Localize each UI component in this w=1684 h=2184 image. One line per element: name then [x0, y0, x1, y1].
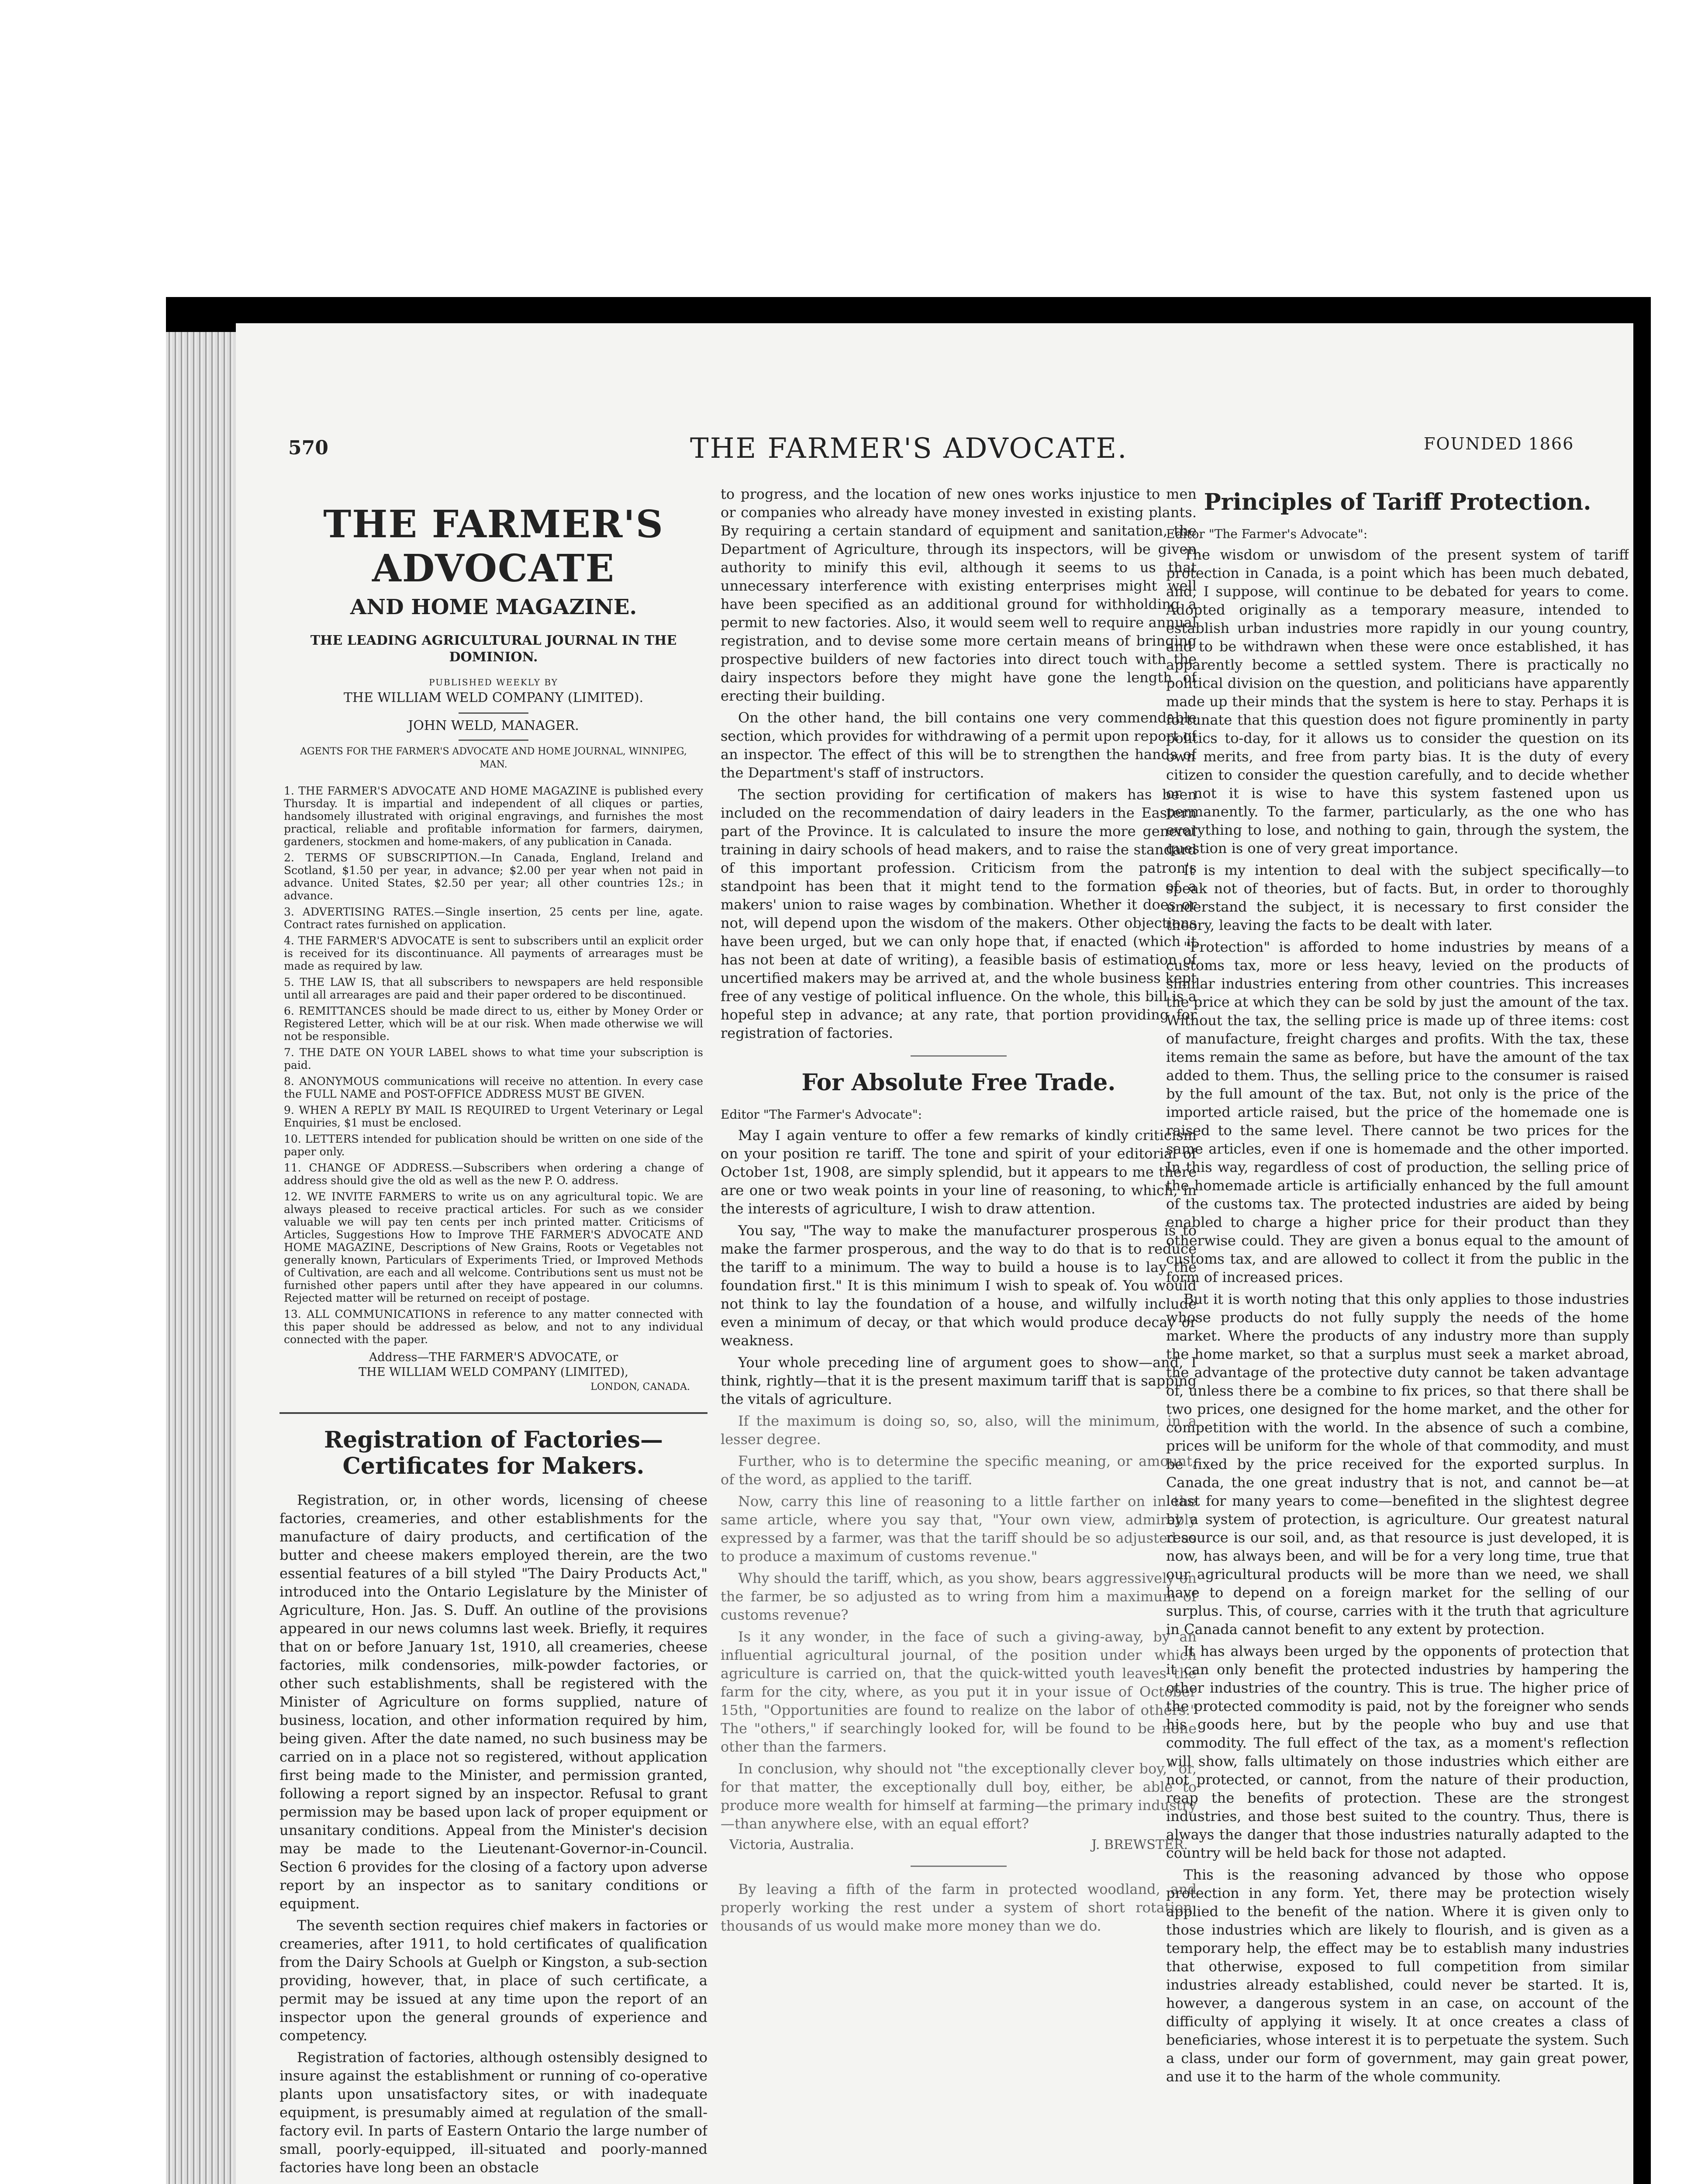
section-divider: [911, 1866, 1007, 1867]
signature-place: Victoria, Australia.: [729, 1837, 854, 1852]
column-middle: [721, 485, 1197, 2184]
page-running-title: THE FARMER'S ADVOCATE.: [690, 432, 1128, 465]
notice-item: 1. THE FARMER'S ADVOCATE AND HOME MAGAZINE is published every Thursday. It is impartial and independent of all cliques or parties, handsomely illustrated with original engravings, and furnishes the most practical, reliable and profitable information for farmers, dairymen, gardeners, stockmen and home-makers, of any publication in Canada.: [284, 784, 703, 848]
article-paragraph: It has always been urged by the opponents of protection that it can only benefit the protected industries by hampering the other industries of the country. This is true. The higher price of the protected commodity is paid, not by the foreigner who sends his goods here, but by the people who buy and use that commodity. The full effect of the tax, as a moment's reflection will show, falls ultimately on those industries which either are not protected, or cannot, from the nature of their production, reap the benefits of protection. These are the strongest industries, and those best suited to the country. Thus, there is always the danger that those industries naturally adapted to the country will be held back for those not adapted.: [1166, 1643, 1629, 1861]
address-line: THE WILLIAM WELD COMPANY (LIMITED),: [359, 1365, 628, 1379]
masthead-subtitle: AND HOME MAGAZINE.: [350, 595, 637, 619]
article-paragraph: The wisdom or unwisdom of the present system of tariff protection in Canada, is a point which has been much debated, and, I suppose, will continue to be debated for years to come. Adopted originally as a temporary measure, intended to establish urban industries more rapidly in our young country, and to be withdrawn when these were once established, it has apparently become a settled system. There is practically no political division on the question, and politicians have apparently made up their minds that the system is here to stay. Perhaps it is fortunate that this question does not figure prominently in party politics to-day, for it allows us to consider the question on its own merits, and free from party bias. It is the duty of every citizen to consider the question carefully, and to decide whether or not it is wise to have this system fastened upon us permanently. To the farmer, particularly, as the one who has everything to lose, and nothing to gain, through the system, the question is one of very great importance.: [1166, 546, 1629, 857]
notice-item: 4. THE FARMER'S ADVOCATE is sent to subscribers until an explicit order is received for its discontinuance. All payments of arrearages must be made as required by law.: [284, 934, 703, 972]
article-paragraph: If the maximum is doing so, so, also, will the minimum, in a lesser degree.: [721, 1413, 1197, 1448]
article-paragraph: to progress, and the location of new ones works injustice to men or companies who already have money invested in existing plants. By requiring a certain standard of equipment and sanitation, the Department of Agriculture, through its inspectors, will be given authority to minify this evil, although it seems to us that unnecessary interference with existing enterprises might well have been specified as an additional ground for withholding a permit to new factories. Also, it would seem well to require annual registration, and to devise some more certain means of bringing prospective builders of new factories into direct touch with the dairy inspectors before they might have gone the length of erecting their building.: [721, 486, 1197, 704]
notice-item: 5. THE LAW IS, that all subscribers to newspapers are held responsible until all arrearages are paid and their paper ordered to be discontinued.: [284, 976, 703, 1001]
article-signature: [729, 1837, 1188, 1852]
masthead-address: [280, 1350, 707, 1395]
notice-item: 6. REMITTANCES should be made direct to us, either by Money Order or Registered Letter, which will be at our risk. When made otherwise we will not be responsible.: [284, 1005, 703, 1043]
article-paragraph: Your whole preceding line of argument goes to show—and, I think, rightly—that it is the present maximum tariff that is sapping the vitals of agriculture.: [721, 1354, 1197, 1407]
divider: [459, 712, 528, 714]
article-paragraph: It is my intention to deal with the subject specifically—to speak not of theories, but of facts. But, in order to thoroughly understand the subject, it is necessary to first consider the theory, leaving the facts to be dealt with later.: [1166, 862, 1629, 933]
article-title-free-trade: For Absolute Free Trade.: [801, 1069, 1116, 1096]
article-paragraph: But it is worth noting that this only applies to those industries whose products do not fully supply the needs of the home market. Where the products of any industry more than supply the home market, so that a surplus must seek a market abroad, the advantage of the protective duty cannot be taken advantage of, unless there be a combine to fix prices, so that there shall be two prices, one designed for the home market, and the other for competition with the world. In the absence of such a combine, prices will be uniform for the whole of that commodity, and must be fixed by the price received for the exported surplus. In Canada, the one great industry that is not, and cannot be—at least for many years to come—benefited in the slightest degree by a system of protection, is agriculture. Our greatest natural resource is our soil, and, as that resource is just developed, it is now, has always been, and will be for a very long time, true that our agricultural products will be more than we need, we shall have to depend on a foreign market for the selling of our surplus. This, of course, carries with it the truth that agriculture in Canada cannot benefit to any extent by protection.: [1166, 1291, 1629, 1638]
publisher-notices: [284, 784, 703, 1346]
article-paragraph: On the other hand, the bill contains one very commendable section, which provides for withdrawing of a permit upon report of an inspector. The effect of this will be to strengthen the hands of the Department's staff of instructors.: [721, 709, 1197, 781]
published-weekly-label: PUBLISHED WEEKLY BY: [429, 677, 558, 688]
manager-name: JOHN WELD, MANAGER.: [408, 718, 579, 733]
address-line: Address—THE FARMER'S ADVOCATE, or: [369, 1351, 618, 1364]
masthead-title: THE FARMER'S ADVOCATE: [323, 502, 664, 591]
article-paragraph: In conclusion, why should not "the exceptionally clever boy," or, for that matter, the exceptionally dull boy, either, be able to produce more wealth for himself at farming—the primary industry—than anywhere else, with an equal effort?: [721, 1760, 1197, 1832]
page-header: [236, 432, 1633, 472]
article-paragraph: You say, "The way to make the manufacturer prosperous is to make the farmer prosperous, and the way to do that is to reduce the tariff to a minimum. The way to build a house is to lay the foundation first." It is this minimum I wish to speak of. You would not think to lay the foundation of a house, and wilfully include even a minimum of decay, or that which would produce decay or weakness.: [721, 1222, 1197, 1349]
article-paragraph: Now, carry this line of reasoning to a little farther on in the same article, where you say that, "Your own view, admirably expressed by a farmer, was that the tariff should be so adjusted as to produce a maximum of customs revenue.": [721, 1493, 1197, 1565]
newspaper-page: [236, 323, 1633, 2184]
article-paragraph: Further, who is to determine the specific meaning, or amount, of the word, as applied to the tariff.: [721, 1453, 1197, 1488]
notice-item: 2. TERMS OF SUBSCRIPTION.—In Canada, England, Ireland and Scotland, $1.50 per year, in advance; $2.00 per year when not paid in advance. United States, $2.50 per year; all other countries 12s.; in advance.: [284, 851, 703, 902]
notice-item: 12. WE INVITE FARMERS to write us on any agricultural topic. We are always pleased to receive practical articles. For such as we consider valuable we will pay ten cents per inch printed matter. Criticisms of Articles, Suggestions How to Improve THE FARMER'S ADVOCATE AND HOME MAGAZINE, Descriptions of New Grains, Roots or Vegetables not generally known, Particulars of Experiments Tried, or Improved Methods of Cultivation, are each and all welcome. Contributions sent us must not be furnished other papers until after they have appeared in our columns. Rejected matter will be returned on receipt of postage.: [284, 1190, 703, 1304]
article-title-registration: Registration of Factories—Certificates for Makers.: [324, 1427, 663, 1479]
article-paragraph: May I again venture to offer a few remarks of kindly criticism on your position re tariff. The tone and spirit of your editorial of October 1st, 1908, are simply splendid, but it appears to me there are one or two weak points in your line of reasoning, to which, in the interests of agriculture, I wish to draw attention.: [721, 1127, 1197, 1217]
article-paragraph: The seventh section requires chief makers in factories or creameries, after 1911, to hold certificates of qualification from the Dairy Schools at Guelph or Kingston, a sub-section providing, however, that, in place of such certificate, a permit may be issued at any time upon the report of an inspector upon the general grounds of experience and competency.: [280, 1917, 707, 2044]
article-paragraph: This is the reasoning advanced by those who oppose protection in any form. Yet, there may be protection wisely applied to the benefit of the nation. Where it is given only to those industries which are likely to flourish, and is given as a temporary help, the effect may be to establish many industries that otherwise, exposed to full competition from similar industries already established, could never be started. It is, however, a dangerous system in an case, on account of the difficulty of applying it wisely. It at once creates a class of beneficiaries, whose interest it is to perpetuate the system. Such a class, under our form of government, may gain great power, and use it to the harm of the whole community.: [1166, 1866, 1629, 2085]
column-right: [1166, 485, 1629, 2184]
scan-border-top: [0, 0, 1684, 297]
column-left: [280, 485, 707, 2184]
section-divider: [911, 1055, 1007, 1057]
article-byline: Editor "The Farmer's Advocate":: [721, 1107, 922, 1122]
notice-item: 3. ADVERTISING RATES.—Single insertion, 25 cents per line, agate. Contract rates furnished on application.: [284, 905, 703, 931]
filler-note: By leaving a fifth of the farm in protected woodland, and properly working the rest under a system of short rotation, thousands of us would make more money than we do.: [721, 1881, 1197, 1934]
divider: [459, 740, 528, 741]
agents-line: AGENTS FOR THE FARMER'S ADVOCATE AND HOME JOURNAL, WINNIPEG, MAN.: [300, 746, 687, 770]
notice-item: 8. ANONYMOUS communications will receive no attention. In every case the FULL NAME and POST-OFFICE ADDRESS MUST BE GIVEN.: [284, 1075, 703, 1100]
article-paragraph: The section providing for certification of makers has been included on the recommendation of dairy leaders in the Eastern part of the Province. It is calculated to insure the more general training in dairy schools of head makers, and to raise the standard of this important profession. Criticism from the patron's standpoint has been that it might tend to the formation of a makers' union to raise wages by combination. Whether it does or not, will depend upon the wisdom of the makers. Other objections have been urged, but we can only hope that, if enacted (which it has not been at date of writing), a feasible basis of estimation of uncertified makers may be arrived at, and the whole business kept free of any vestige of political influence. On the whole, this bill is a hopeful step in advance; at any rate, that portion providing for registration of factories.: [721, 786, 1197, 1041]
notice-item: 13. ALL COMMUNICATIONS in reference to any matter connected with this paper should be addressed as below, and not to any individual connected with the paper.: [284, 1308, 703, 1346]
signature-name: J. BREWSTER.: [1091, 1837, 1188, 1852]
address-city: LONDON, CANADA.: [590, 1382, 690, 1393]
article-paragraph: Registration, or, in other words, licensing of cheese factories, creameries, and other establishments for the manufacture of dairy products, and certification of the butter and cheese makers employed therein, are the two essential features of a bill styled "The Dairy Products Act," introduced into the Ontario Legislature by the Minister of Agriculture, Hon. Jas. S. Duff. An outline of the provisions appeared in our news columns last week. Briefly, it requires that on or before January 1st, 1910, all creameries, cheese factories, milk condensories, milk-powder factories, or other such establishments, shall be registered with the Minister of Agriculture on forms supplied, nature of business, location, and other information required by him, being given. After the date named, no such business may be carried on in a place not so registered, without application first being made to the Minister, and permission granted, following a report signed by an inspector. Refusal to grant permission may be based upon lack of proper equipment or unsanitary conditions. Appeal from the Minister's decision may be made to the Lieutenant-Governor-in-Council. Section 6 provides for the closing of a factory upon adverse report by an inspector as to sanitary conditions or equipment.: [280, 1492, 707, 1912]
article-paragraph: Is it any wonder, in the face of such a giving-away, by an influential agricultural journal, of the position under which agriculture is carried on, that the quick-witted youth leaves the farm for the city, where, as you put it in your issue of October 15th, "Opportunities are found to realize on the labor of others." The "others," if searchingly looked for, will be found to be none other than the farmers.: [721, 1628, 1197, 1755]
masthead-tagline: THE LEADING AGRICULTURAL JOURNAL IN THE DOMINION.: [310, 633, 677, 665]
page-number: 570: [288, 437, 328, 459]
notice-item: 10. LETTERS intended for publication should be written on one side of the paper only.: [284, 1133, 703, 1158]
masthead: [280, 502, 707, 771]
scan-border-left: [0, 0, 166, 2184]
scan-border-right: [1651, 0, 1684, 2184]
article-paragraph: "Protection" is afforded to home industries by means of a customs tax, more or less heavy, levied on the products of similar industries entering from other countries. This increases the price at which they can be sold by just the amount of the tax. Without the tax, the selling price is made up of three items: cost of manufacture, freight charges and profits. With the tax, these items remain the same as before, but have the amount of the tax added to them. Thus, the selling price to the consumer is raised by the full amount of the tax. But, not only is the price of the imported article raised, but the price of the homemade one is raised to the same level. There cannot be two prices for the same articles, even if one is homemade and the other imported. In this way, regardless of cost of production, the selling price of the homemade article is artificially enhanced by the full amount of the customs tax. The protected industries are aided by being enabled to charge a higher price for their product than they otherwise could. They are given a bonus equal to the amount of customs tax, and are allowed to collect it from the public in the form of increased prices.: [1166, 939, 1629, 1286]
publisher-name: THE WILLIAM WELD COMPANY (LIMITED).: [343, 690, 644, 705]
founded-date: FOUNDED 1866: [1424, 434, 1574, 453]
book-page-edges: [166, 332, 236, 2184]
notice-item: 7. THE DATE ON YOUR LABEL shows to what time your subscription is paid.: [284, 1046, 703, 1071]
notice-item: 11. CHANGE OF ADDRESS.—Subscribers when ordering a change of address should give the old as well as the new P. O. address.: [284, 1161, 703, 1187]
notice-item: 9. WHEN A REPLY BY MAIL IS REQUIRED to Urgent Veterinary or Legal Enquiries, $1 must be enclosed.: [284, 1104, 703, 1129]
article-title-tariff: Principles of Tariff Protection.: [1204, 489, 1591, 515]
section-divider: [280, 1412, 707, 1414]
article-paragraph: Why should the tariff, which, as you show, bears aggressively on the farmer, be so adjusted as to wring from him a maximum of customs revenue?: [721, 1570, 1197, 1623]
article-paragraph: Registration of factories, although ostensibly designed to insure against the establishment or running of co-operative plants upon unsatisfactory sites, or with inadequate equipment, is presumably aimed at regulation of the small-factory evil. In parts of Eastern Ontario the large number of small, poorly-equipped, ill-situated and poorly-manned factories have long been an obstacle: [280, 2049, 707, 2176]
article-byline: Editor "The Farmer's Advocate":: [1166, 527, 1368, 541]
